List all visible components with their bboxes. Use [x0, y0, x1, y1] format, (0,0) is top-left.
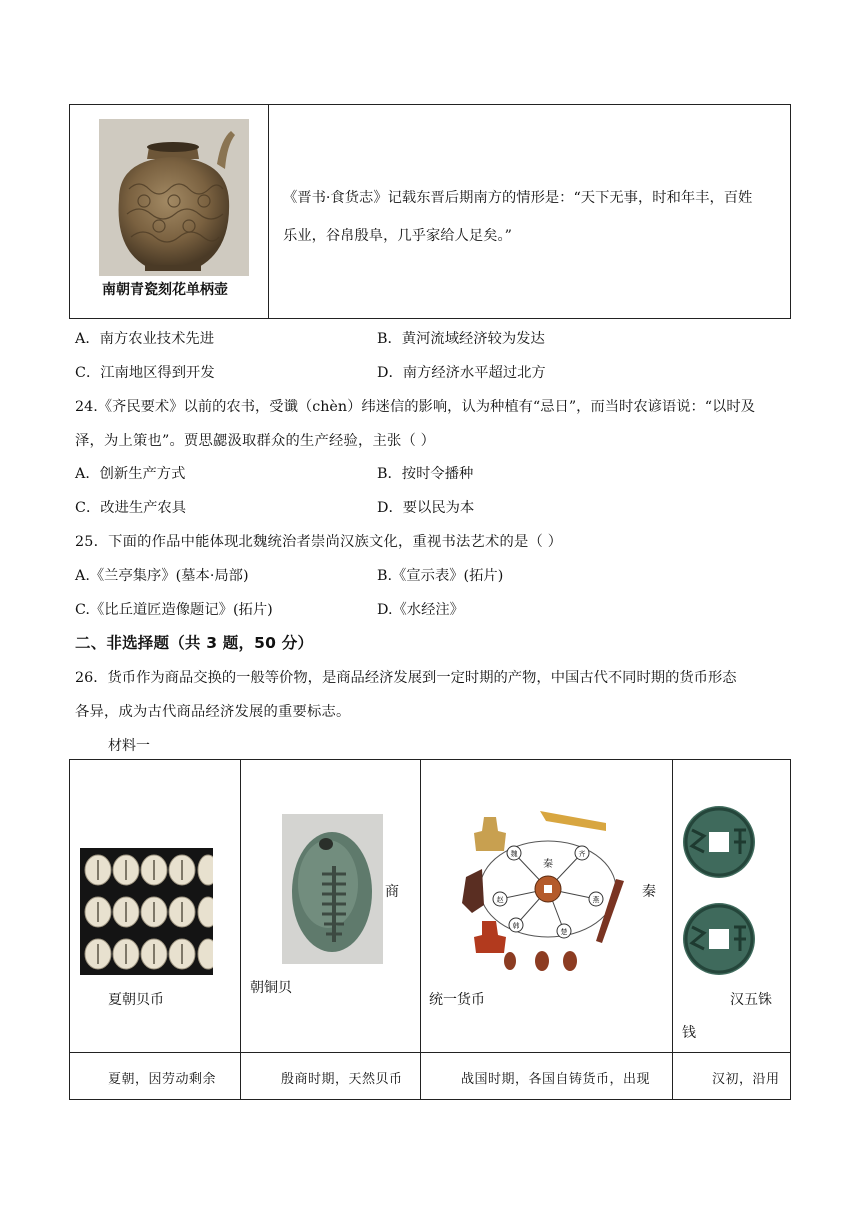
- q23-option-b[interactable]: B．黄河流域经济较为发达: [377, 331, 545, 347]
- qin-caption-a: 秦: [642, 884, 656, 900]
- diagram-label-han: 韩: [512, 922, 520, 930]
- q26-stem-line2: 各异，成为古代商品经济发展的重要标志。: [75, 704, 351, 720]
- q23-quote-line2: 乐业，谷帛殷阜，几乎家给人足矣。”: [283, 228, 512, 244]
- diagram-center-label: 秦: [543, 859, 553, 870]
- q24-option-b[interactable]: B．按时令播种: [377, 466, 474, 482]
- xia-shell-coins-image: [80, 848, 213, 975]
- diagram-label-chu: 楚: [560, 928, 568, 936]
- xia-caption: 夏朝贝币: [108, 992, 164, 1008]
- row2-xia-text: 夏朝，因劳动剩余: [108, 1072, 217, 1087]
- material-one-label: 材料一: [108, 738, 150, 754]
- q25-stem: 25．下面的作品中能体现北魏统治者崇尚汉族文化，重视书法艺术的是（ ）: [75, 534, 563, 550]
- qin-caption-b: 统一货币: [429, 992, 485, 1008]
- shang-caption-a: 商: [385, 884, 399, 900]
- q23-option-a[interactable]: A．南方农业技术先进: [75, 331, 214, 347]
- q25-option-c[interactable]: C.《比丘道匠造像题记》(拓片): [75, 602, 273, 618]
- shang-bronze-shell-image: [282, 814, 383, 964]
- han-caption-a: 汉五铢: [730, 992, 772, 1008]
- qin-currency-diagram: [456, 803, 636, 978]
- q23-quote-line1: 《晋书·食货志》记载东晋后期南方的情形是：“天下无事，时和年丰，百姓: [283, 190, 753, 206]
- teapot-caption: 南朝青瓷刻花单柄壶: [102, 282, 228, 298]
- q24-stem-line1: 24.《齐民要术》以前的农书，受谶（chèn）纬迷信的影响，认为种植有“忌日”，而当时农谚语说：“以时及: [75, 399, 756, 415]
- section2-heading: 二、非选择题（共 3 题，50 分）: [75, 634, 314, 652]
- q24-stem-line2: 泽，为上策也”。贾思勰汲取群众的生产经验，主张（ ）: [75, 433, 436, 449]
- q25-option-d[interactable]: D.《水经注》: [377, 602, 464, 618]
- row2-han-text: 汉初，沿用: [712, 1072, 780, 1087]
- diagram-label-wei: 魏: [510, 850, 518, 858]
- row2-qin-text: 战国时期，各国自铸货币，出现: [461, 1072, 651, 1087]
- diagram-label-yan: 燕: [592, 896, 600, 904]
- q23-option-c[interactable]: C．江南地区得到开发: [75, 365, 215, 381]
- teapot-image: [99, 119, 249, 276]
- row2-shang-text: 殷商时期，天然贝币: [281, 1072, 403, 1087]
- q25-option-a[interactable]: A.《兰亭集序》(墓本·局部): [75, 568, 249, 584]
- shang-caption-b: 朝铜贝: [250, 980, 292, 996]
- q24-option-c[interactable]: C．改进生产农具: [75, 500, 187, 516]
- q23-option-d[interactable]: D．南方经济水平超过北方: [377, 365, 546, 381]
- q24-option-d[interactable]: D．要以民为本: [377, 500, 475, 516]
- diagram-label-zhao: 赵: [496, 896, 504, 904]
- diagram-label-qi: 齐: [578, 850, 586, 858]
- han-wuzhu-coins-image: [682, 806, 758, 976]
- han-caption-b: 钱: [682, 1025, 696, 1041]
- q24-option-a[interactable]: A．创新生产方式: [75, 466, 186, 482]
- q25-option-b[interactable]: B.《宣示表》(拓片): [377, 568, 504, 584]
- q26-stem-line1: 26．货币作为商品交换的一般等价物，是商品经济发展到一定时期的产物，中国古代不同时期的货币形态: [75, 670, 737, 686]
